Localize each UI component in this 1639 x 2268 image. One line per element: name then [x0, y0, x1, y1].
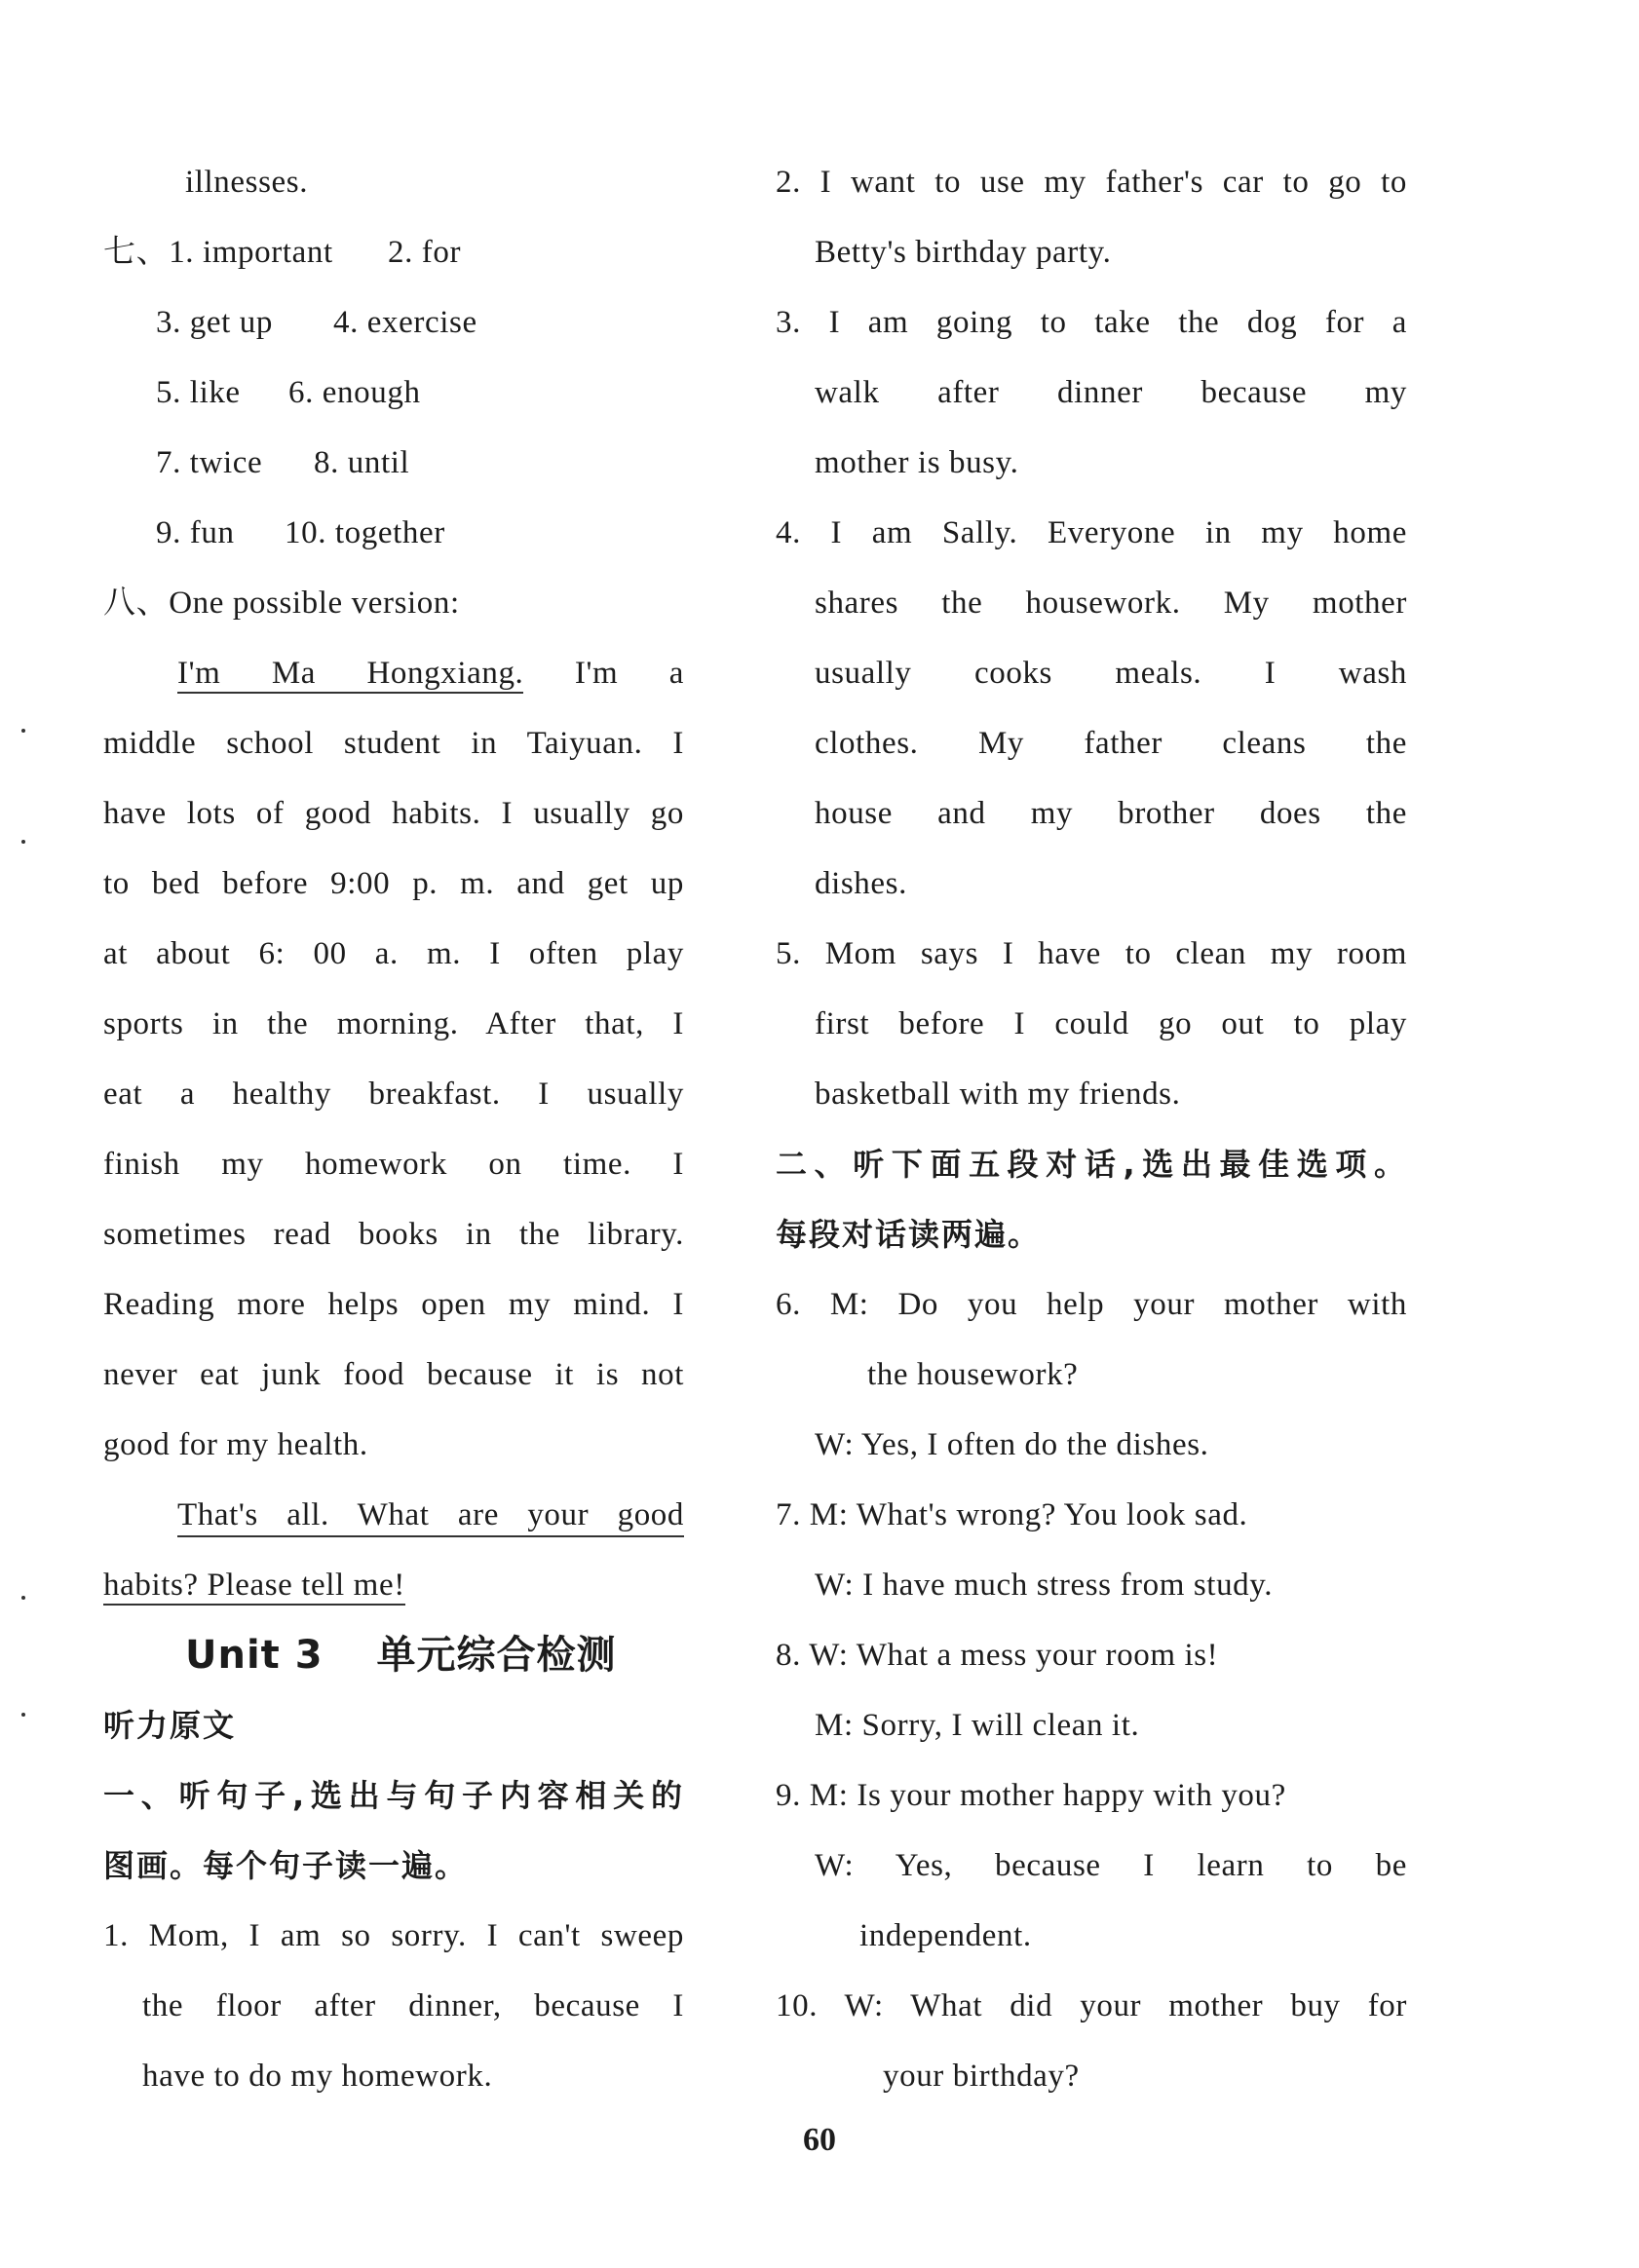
- text-line: house and my brother does the: [815, 796, 1407, 831]
- text-line: to bed before 9:00 p. m. and get up: [103, 866, 684, 901]
- underlined-name: I'm Ma Hongxiang.: [177, 656, 523, 694]
- answer-item: 5. like: [156, 375, 241, 410]
- text-span: I'm a: [574, 656, 684, 691]
- answer-item: 10. together: [285, 515, 445, 550]
- unit-name: 单元综合检测: [376, 1633, 617, 1678]
- text-line: shares the housework. My mother: [815, 586, 1407, 621]
- answer-item: 9. fun: [156, 515, 235, 550]
- scan-dot: [21, 840, 25, 844]
- section-heading: 二、听下面五段对话,选出最佳选项。: [776, 1146, 1407, 1183]
- text-line: Betty's birthday party.: [815, 235, 1112, 270]
- section-heading: 每段对话读两遍。: [776, 1216, 1042, 1253]
- text-line: walk after dinner because my: [815, 375, 1407, 410]
- answer-item: 2. for: [388, 235, 462, 270]
- dialogue-line: M: Sorry, I will clean it.: [815, 1708, 1140, 1743]
- text-line: have to do my homework.: [142, 2059, 493, 2094]
- answer-item: 3. get up: [156, 305, 273, 340]
- dialogue-line: W: Yes, I often do the dishes.: [815, 1427, 1209, 1462]
- dialogue-line: W: Yes, because I learn to be: [815, 1848, 1407, 1883]
- text-line: usually cooks meals. I wash: [815, 656, 1407, 691]
- text-line: 4. I am Sally. Everyone in my home: [776, 515, 1407, 550]
- answer-item: 4. exercise: [333, 305, 477, 340]
- dialogue-line: W: I have much stress from study.: [815, 1568, 1274, 1603]
- unit-title: [185, 1632, 616, 1679]
- scan-dot: [21, 729, 25, 733]
- section-heading: 八、One possible version:: [103, 586, 460, 621]
- dialogue-line: 10. W: What did your mother buy for: [776, 1988, 1407, 2023]
- dialogue-line: 8. W: What a mess your room is!: [776, 1638, 1219, 1673]
- text-line: 5. Mom says I have to clean my room: [776, 936, 1407, 971]
- text-line: clothes. My father cleans the: [815, 726, 1407, 761]
- text-line: That's all. What are your good: [177, 1495, 684, 1537]
- answer-item: 8. until: [314, 445, 410, 480]
- text-line: illnesses.: [185, 165, 309, 200]
- unit-number: Unit 3: [185, 1633, 324, 1678]
- text-line: first before I could go out to play: [815, 1006, 1407, 1041]
- page-number: 60: [803, 2122, 836, 2158]
- dialogue-line: 9. M: Is your mother happy with you?: [776, 1778, 1286, 1813]
- dialogue-line: 7. M: What's wrong? You look sad.: [776, 1497, 1248, 1532]
- text-line: never eat junk food because it is not: [103, 1357, 684, 1392]
- section-heading: 一、听句子,选出与句子内容相关的: [103, 1777, 684, 1814]
- answer-item: 七、1. important: [103, 235, 333, 270]
- text-line: good for my health.: [103, 1427, 368, 1462]
- text-line: 3. I am going to take the dog for a: [776, 305, 1407, 340]
- text-line: [103, 1566, 405, 1605]
- text-line: the floor after dinner, because I: [142, 1988, 684, 2023]
- text-line: at about 6: 00 a. m. I often play: [103, 936, 684, 971]
- text-line: [177, 654, 684, 693]
- text-line: middle school student in Taiyuan. I: [103, 726, 684, 761]
- text-line: mother is busy.: [815, 445, 1019, 480]
- dialogue-line: the housework?: [867, 1357, 1079, 1392]
- text-line: finish my homework on time. I: [103, 1147, 684, 1182]
- underlined-text: habits? Please tell me!: [103, 1568, 405, 1606]
- dialogue-line: independent.: [859, 1918, 1032, 1953]
- text-line: sometimes read books in the library.: [103, 1217, 684, 1252]
- text-line: Reading more helps open my mind. I: [103, 1287, 684, 1322]
- answer-item: 7. twice: [156, 445, 263, 480]
- scan-dot: [21, 1596, 25, 1600]
- text-line: dishes.: [815, 866, 907, 901]
- text-line: 2. I want to use my father's car to go to: [776, 165, 1407, 200]
- text-line: basketball with my friends.: [815, 1077, 1181, 1112]
- text-line: sports in the morning. After that, I: [103, 1006, 684, 1041]
- text-line: eat a healthy breakfast. I usually: [103, 1077, 684, 1112]
- dialogue-line: 6. M: Do you help your mother with: [776, 1287, 1407, 1322]
- text-line: have lots of good habits. I usually go: [103, 796, 684, 831]
- text-line: 1. Mom, I am so sorry. I can't sweep: [103, 1918, 684, 1953]
- section-heading: 听力原文: [103, 1707, 237, 1744]
- answer-item: 6. enough: [288, 375, 421, 410]
- scan-dot: [21, 1713, 25, 1717]
- dialogue-line: your birthday?: [883, 2059, 1080, 2094]
- section-heading: 图画。每个句子读一遍。: [103, 1847, 469, 1884]
